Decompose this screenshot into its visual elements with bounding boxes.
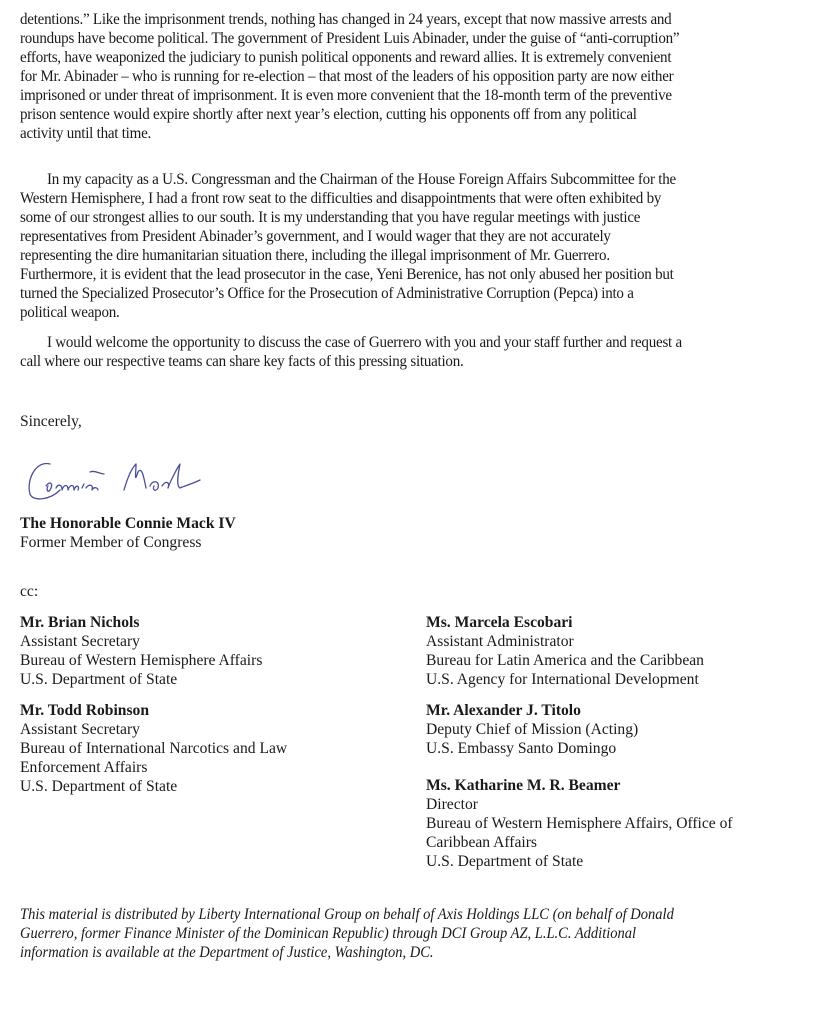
recipient-name: Mr. Brian Nichols [20,614,140,631]
text-line: Furthermore, it is evident that the lead prosecutor in the case, Yeni Berenice, has not only abused her position but [20,266,674,283]
recipient-line: Bureau of Western Hemisphere Affairs, Office of [426,815,733,832]
cc-recipient [426,613,806,689]
signer-name: The Honorable Connie Mack IV [20,515,236,532]
text-line: imprisoned or under threat of imprisonment. It is even more convenient that the 18-month term of the preventive [20,87,672,104]
recipient-line: Caribbean Affairs [426,834,537,851]
text-line: efforts, have weaponized the judiciary to punish political opponents and reward allies. It is extremely convenient [20,49,672,66]
text-line: activity until that time. [20,125,152,142]
closing: Sincerely, [20,413,82,430]
cc-recipient [426,776,806,871]
recipient-line: Bureau of Western Hemisphere Affairs [20,652,263,669]
signature-stroke [29,463,104,498]
recipient-line: Bureau of International Narcotics and Law [20,740,288,757]
cc-recipient [426,701,806,758]
text-line: turned the Specialized Prosecutor’s Office for the Prosecution of Administrative Corruption (Pepca) into a [20,285,634,302]
recipient-name: Ms. Katharine M. R. Beamer [426,777,621,794]
recipient-line: U.S. Department of State [20,671,178,688]
recipient-name: Ms. Marcela Escobari [426,614,573,631]
recipient-line: Enforcement Affairs [20,759,148,776]
recipient-line: Director [426,796,478,813]
recipient-line: Assistant Administrator [426,633,574,650]
recipient-name: Mr. Todd Robinson [20,702,150,719]
text-line: roundups have become political. The government of President Luis Abinader, under the guise of “anti-corruption” [20,30,680,47]
recipient-line: U.S. Agency for International Development [426,671,699,688]
text-line: for Mr. Abinader – who is running for re-election – that most of the leaders of his opposition party are now either [20,68,674,85]
disclaimer-line: Guerrero, former Finance Minister of the Dominican Republic) through DCI Group AZ, L.L.C. Additional [20,925,637,942]
recipient-line: Deputy Chief of Mission (Acting) [426,721,639,738]
cc-column-left [20,613,420,808]
text-line: representatives from President Abinader’s government, and I would wager that they are not accurately [20,228,611,245]
recipient-line: U.S. Department of State [20,778,178,795]
signer-block [20,514,236,552]
text-line: In my capacity as a U.S. Congressman and the Chairman of the House Foreign Affairs Subcommittee for the [47,171,676,188]
cc-label: cc: [20,583,39,600]
paragraph-2 [20,170,811,322]
cc-recipient [20,701,420,796]
recipient-name: Mr. Alexander J. Titolo [426,702,581,719]
recipient-line: Assistant Secretary [20,721,140,738]
paragraph-1 [20,10,811,143]
cc-recipient [20,613,420,689]
text-line: some of our strongest allies to our south. It is my understanding that you have regular meetings with justice [20,209,641,226]
disclaimer [20,905,801,962]
disclaimer-line: This material is distributed by Liberty International Group on behalf of Axis Holdings LLC (on behalf of Donald [20,906,674,923]
text-line: Western Hemisphere, I had a front row seat to the difficulties and disappointments that were often exhibited by [20,190,662,207]
recipient-line: U.S. Embassy Santo Domingo [426,740,617,757]
paragraph-3 [20,333,811,371]
text-line: prison sentence would expire shortly after next year’s election, cutting his opponents off from any political [20,106,637,123]
text-line: detentions.” Like the imprisonment trends, nothing has changed in 24 years, except that now massive arrests and [20,11,672,28]
text-line: call where our respective teams can share key facts of this pressing situation. [20,353,464,370]
recipient-line: U.S. Department of State [426,853,584,870]
text-line: political weapon. [20,304,120,321]
signer-title: Former Member of Congress [20,534,202,551]
signature-stroke [124,464,200,490]
disclaimer-line: information is available at the Department of Justice, Washington, DC. [20,944,434,961]
cc-column-right [426,613,806,883]
text-line: representing the dire humanitarian situation there, including the illegal imprisonment of Mr. Guerrero. [20,247,610,264]
text-line: I would welcome the opportunity to discuss the case of Guerrero with you and your staff further and request a [47,334,682,351]
signature [20,450,220,520]
recipient-line: Bureau for Latin America and the Caribbean [426,652,704,669]
recipient-line: Assistant Secretary [20,633,140,650]
